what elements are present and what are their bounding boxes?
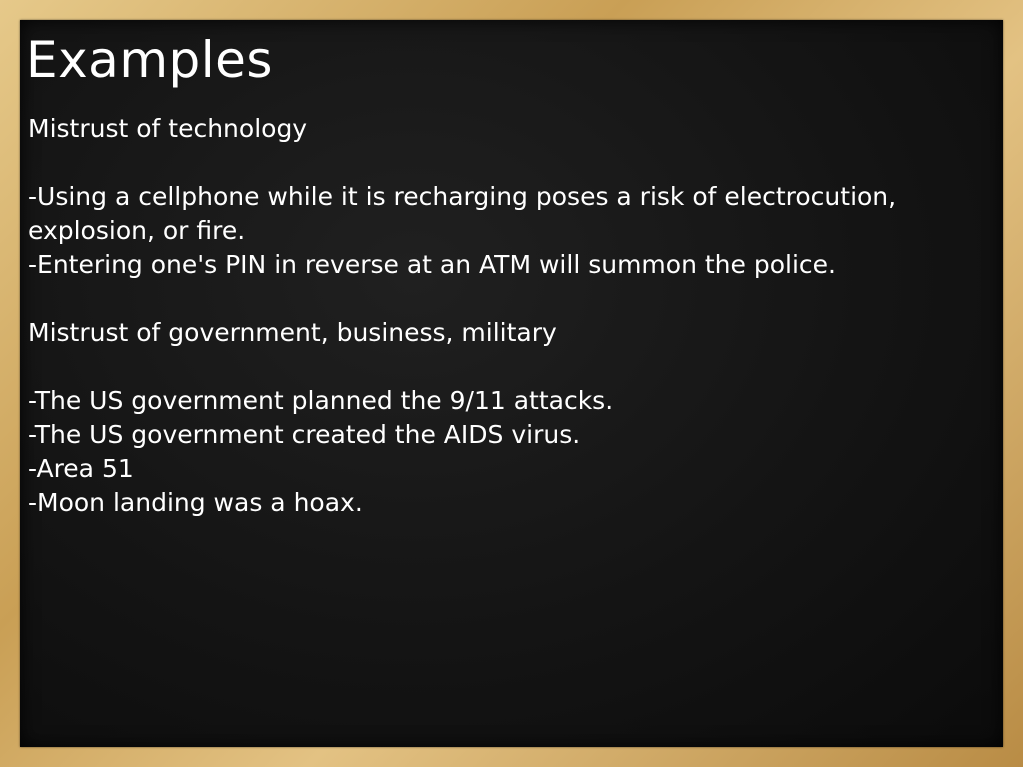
chalkboard <box>20 20 1003 747</box>
bullet-item: -Moon landing was a hoax. <box>28 488 363 517</box>
slide-body <box>28 112 988 520</box>
bullet-item: -Using a cellphone while it is recharging poses a risk of electrocution, explosion, or fire. <box>28 182 905 245</box>
spacer <box>28 350 988 384</box>
bullet-item: -Area 51 <box>28 454 134 483</box>
bullet-item: -The US government planned the 9/11 attacks. <box>28 386 614 415</box>
bullet-item: -Entering one's PIN in reverse at an ATM will summon the police. <box>28 250 836 279</box>
slide-title: Examples <box>26 31 273 89</box>
bullet-item: -The US government created the AIDS virus. <box>28 420 581 449</box>
spacer <box>28 282 988 316</box>
spacer <box>28 146 988 180</box>
section-heading-government: Mistrust of government, business, military <box>28 318 557 347</box>
section-heading-technology: Mistrust of technology <box>28 114 308 143</box>
